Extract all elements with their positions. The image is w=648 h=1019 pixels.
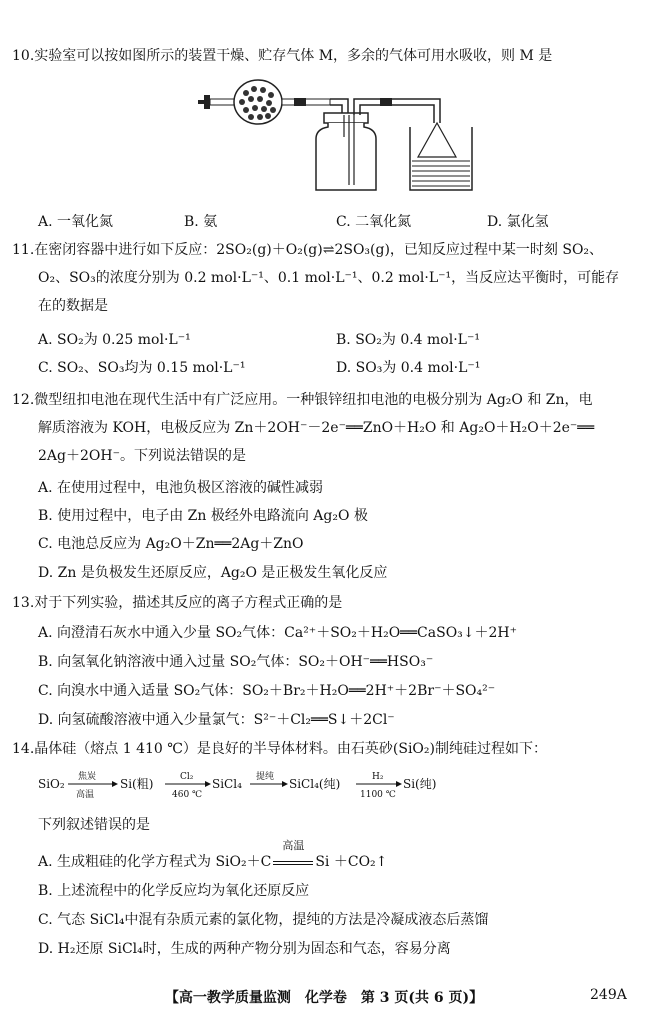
question-13-option-d[interactable]: D. 向氢硫酸溶液中通入少量氯气：S²⁻＋Cl₂══S↓＋2Cl⁻ (38, 712, 395, 728)
option-b[interactable]: B. SO₂为 0.4 mol·L⁻¹ (336, 332, 480, 348)
option-a-post: Si ＋CO₂↑ (315, 854, 388, 870)
question-11-options-row1 (0, 330, 648, 350)
question-10-options (0, 212, 648, 232)
question-13-stem: 13.对于下列实验，描述其反应的离子方程式正确的是 (12, 595, 343, 611)
option-d[interactable]: D. SO₃为 0.4 mol·L⁻¹ (336, 360, 481, 376)
question-11-stem: 11.在密闭容器中进行如下反应：2SO₂(g)＋O₂(g)⇌2SO₃(g)，已知反应过程中某一时刻 SO₂、 (12, 242, 604, 258)
exam-code: 249A (590, 987, 627, 1003)
option-b[interactable]: B. 氨 (184, 214, 218, 230)
option-a[interactable]: A. 一氧化氮 (38, 214, 114, 230)
question-12-stem: 12.微型纽扣电池在现代生活中有广泛应用。一种银锌纽扣电池的电极分别为 Ag₂O 和 Zn，电 (12, 392, 593, 408)
question-11-options-row2 (0, 358, 648, 378)
question-13-option-c[interactable]: C. 向溴水中通入适量 SO₂气体：SO₂＋Br₂＋H₂O══2H⁺＋2Br⁻＋SO₄²⁻ (38, 683, 496, 699)
flow-arrow-4-top: H₂ (372, 772, 384, 782)
flow-node-2: Si(粗) (120, 777, 154, 791)
option-c[interactable]: C. 二氧化氮 (336, 214, 412, 230)
flow-arrow-2-bottom: 460 ℃ (172, 790, 203, 800)
question-11-line3: 在的数据是 (38, 298, 108, 314)
flow-node-3: SiCl₄ (212, 777, 242, 791)
flow-arrow-2-top: Cl₂ (180, 772, 194, 782)
question-12-option-a[interactable]: A. 在使用过程中，电池负极区溶液的碱性减弱 (38, 480, 324, 496)
flow-arrow-1-bottom: 高温 (76, 790, 95, 800)
question-13-option-b[interactable]: B. 向氢氧化钠溶液中通入过量 SO₂气体：SO₂＋OH⁻══HSO₃⁻ (38, 654, 434, 670)
flow-arrow-1-top: 焦炭 (78, 772, 97, 782)
question-11-line2: O₂、SO₃的浓度分别为 0.2 mol·L⁻¹、0.1 mol·L⁻¹、0.2 mol·L⁻¹，当反应达平衡时，可能存 (38, 270, 620, 286)
question-14-intro: 下列叙述错误的是 (38, 817, 150, 833)
flow-node-1: SiO₂ (38, 777, 65, 791)
flow-arrow-3-top: 提纯 (256, 772, 275, 782)
page-footer: 【高一教学质量监测 化学卷 第 3 页(共 6 页)】 (164, 990, 484, 1006)
question-14-stem: 14.晶体硅（熔点 1 410 ℃）是良好的半导体材料。由石英砂(SiO₂)制纯硅过程如下： (12, 741, 547, 757)
question-12-option-c[interactable]: C. 电池总反应为 Ag₂O＋Zn══2Ag＋ZnO (38, 536, 304, 552)
flow-arrow-4-bottom: 1100 ℃ (360, 790, 396, 800)
question-14-option-c[interactable]: C. 气态 SiCl₄中混有杂质元素的氯化物，提纯的方法是冷凝成液态后蒸馏 (38, 912, 489, 928)
option-c[interactable]: C. SO₂、SO₃均为 0.15 mol·L⁻¹ (38, 360, 246, 376)
option-a[interactable]: A. SO₂为 0.25 mol·L⁻¹ (38, 332, 191, 348)
question-14-option-a[interactable] (38, 839, 388, 872)
reaction-condition (271, 839, 315, 872)
question-12-line2: 解质溶液为 KOH，电极反应为 Zn＋2OH⁻－2e⁻══ZnO＋H₂O 和 Ag₂O＋H₂O＋2e⁻══ (38, 420, 595, 436)
option-d[interactable]: D. 氯化氢 (487, 214, 549, 230)
gas-apparatus-diagram (196, 75, 496, 195)
option-a-pre: A. 生成粗硅的化学方程式为 SiO₂＋C (38, 854, 272, 870)
flow-node-4: SiCl₄(纯) (289, 777, 341, 791)
flow-node-5: Si(纯) (403, 777, 437, 791)
question-12-option-b[interactable]: B. 使用过程中，电子由 Zn 极经外电路流向 Ag₂O 极 (38, 508, 368, 524)
question-12-line3: 2Ag＋2OH⁻。下列说法错误的是 (38, 448, 246, 464)
silicon-process-flow (38, 766, 458, 802)
question-14-option-d[interactable]: D. H₂还原 SiCl₄时，生成的两种产物分别为固态和气态，容易分离 (38, 941, 451, 957)
question-14-option-b[interactable]: B. 上述流程中的化学反应均为氧化还原反应 (38, 883, 310, 899)
condition-label: 高温 (282, 839, 305, 852)
question-13-option-a[interactable]: A. 向澄清石灰水中通入少量 SO₂气体：Ca²⁺＋SO₂＋H₂O══CaSO₃↓＋2H⁺ (38, 625, 518, 641)
question-10-stem: 10.实验室可以按如图所示的装置干燥、贮存气体 M，多余的气体可用水吸收，则 M 是 (12, 48, 553, 64)
question-12-option-d[interactable]: D. Zn 是负极发生还原反应，Ag₂O 是正极发生氧化反应 (38, 565, 388, 581)
